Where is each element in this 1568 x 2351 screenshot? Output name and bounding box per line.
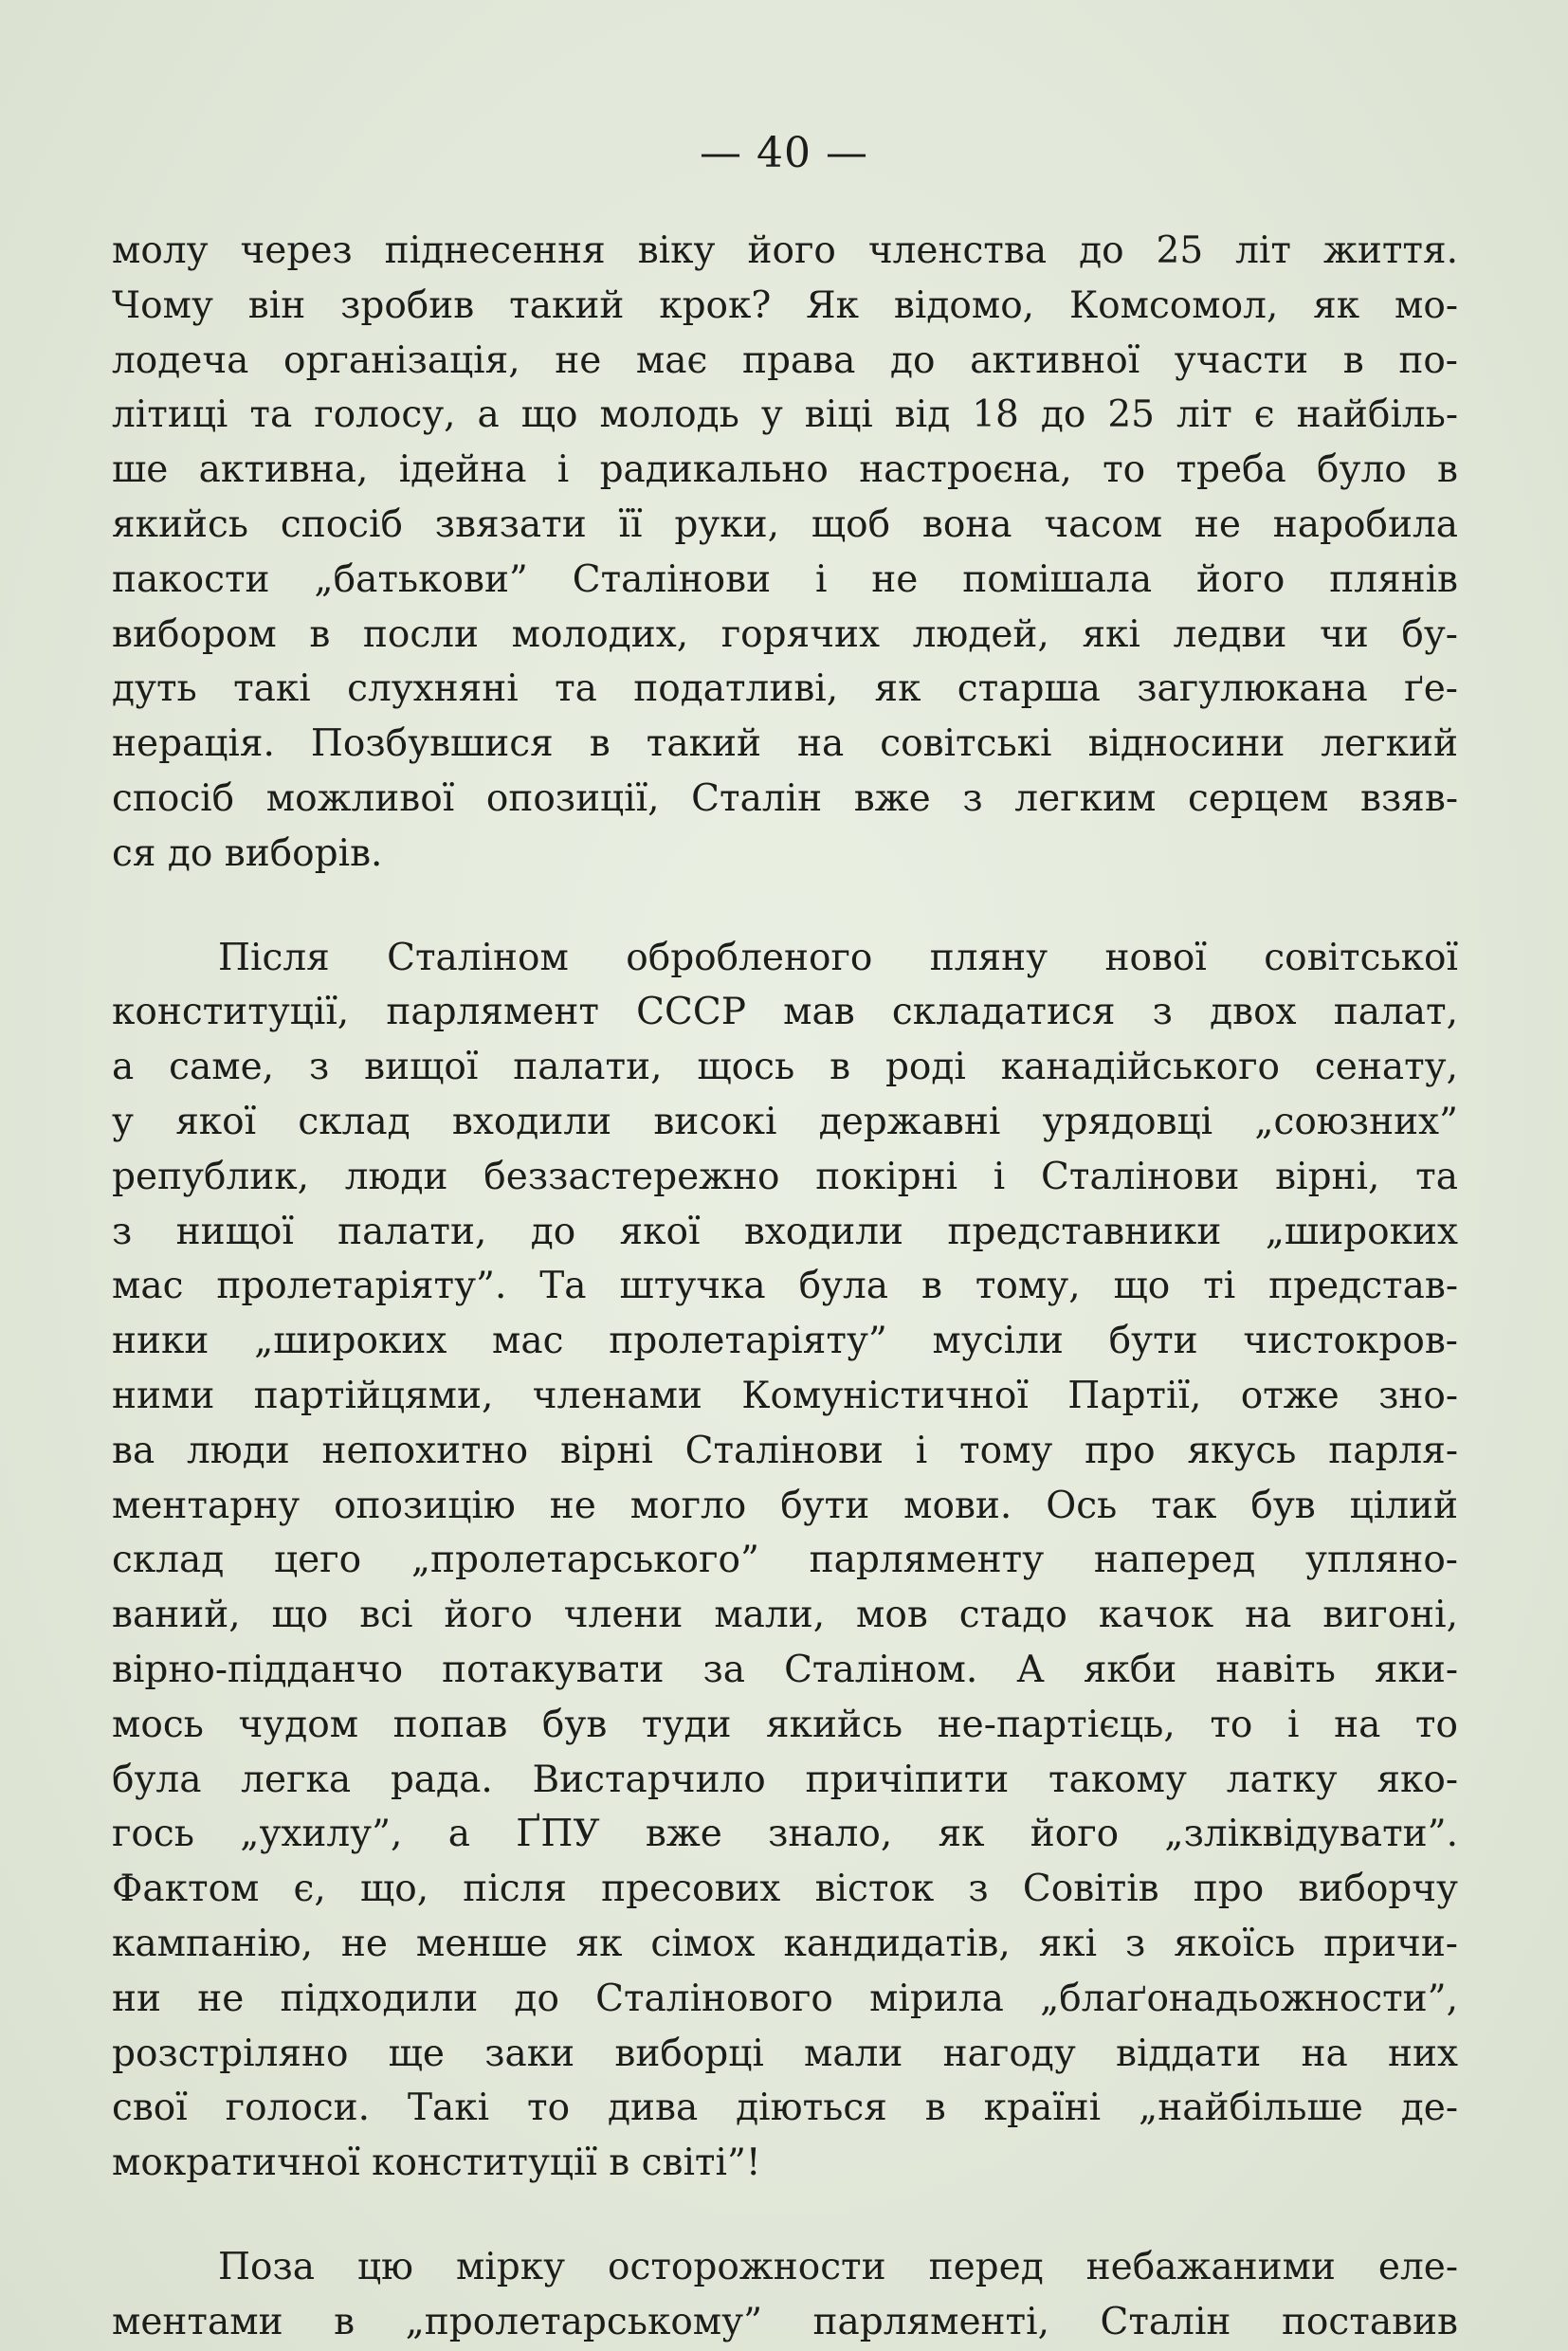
text-line: ни не підходили до Сталінового мірила „блаґонадьожности”, (112, 1977, 1458, 2020)
paragraph (112, 2240, 1458, 2350)
text-line: ники „широких мас пролетаріяту” мусіли бути чистокров- (112, 1320, 1458, 1363)
text-line: нерація. Позбувшися в такий на совітські відносини легкий (112, 722, 1458, 766)
text-line: конституції, парлямент СССР мав складатися з двох палат, (112, 991, 1458, 1034)
text-line: ва люди непохитно вірні Сталінови і тому про якусь парля- (112, 1429, 1458, 1472)
text-line: молу через піднесення віку його членства до 25 літ життя. (112, 229, 1458, 272)
text-line: літиці та голосу, а що молодь у віці від 18 до 25 літ є найбіль- (112, 393, 1458, 437)
text-line: дуть такі слухняні та податливі, як старша загулюкана ґе- (112, 667, 1458, 711)
text-line: мось чудом попав був туди якийсь не-партієць, то і на то (112, 1703, 1458, 1746)
text-line: ними партійцями, членами Комуністичної Партії, отже зно- (112, 1374, 1458, 1417)
text-line: вірно-підданчо потакувати за Сталіном. А якби навіть яки- (112, 1648, 1458, 1691)
text-line: склад цего „пролетарського” парляменту наперед упляно- (112, 1539, 1458, 1582)
text-line: Фактом є, що, після пресових вісток з Совітів про виборчу (112, 1868, 1458, 1911)
page-number: — 40 — (700, 129, 868, 177)
paragraph (112, 224, 1458, 882)
paragraph (112, 931, 1458, 2191)
text-line: ментами в „пролетарському” парляменті, Сталін поставив (112, 2300, 1458, 2343)
text-line: свої голоси. Такі то дива діються в країні „найбільше де- (112, 2087, 1458, 2130)
text-line: гось „ухилу”, а ҐПУ вже знало, як його „зліквідувати”. (112, 1813, 1458, 1856)
text-line: мократичної конституції в світі”! (112, 2141, 761, 2185)
text-line: а саме, з вищої палати, щось в роді канадійського сенату, (112, 1046, 1458, 1089)
text-line: ся до виборів. (112, 831, 383, 875)
text-line: ше активна, ідейна і радикально настроєна, то треба було в (112, 448, 1458, 492)
text-line: з нищої палати, до якої входили представники „широких (112, 1210, 1458, 1253)
text-line: кампанію, не менше як сімох кандидатів, які з якоїсь причи- (112, 1922, 1458, 1965)
text-line: Чому він зробив такий крок? Як відомо, Комсомол, як мо- (112, 283, 1458, 327)
text-line: пакости „батькови” Сталінови і не помішала його плянів (112, 557, 1458, 601)
text-line: вибором в посли молодих, горячих людей, які ледви чи бу- (112, 612, 1458, 656)
text-line: у якої склад входили високі державні урядовці „союзних” (112, 1100, 1458, 1143)
text-line: Поза цю мірку осторожности перед небажаними еле- (218, 2245, 1458, 2288)
text-line: ментарну опозицію не могло бути мови. Ось так був цілий (112, 1484, 1458, 1527)
text-line: якийсь спосіб звязати її руки, щоб вона часом не наробила (112, 502, 1458, 546)
text-line: розстріляно ще заки виборці мали нагоду віддати на них (112, 2032, 1458, 2075)
text-line: була легка рада. Вистарчило причіпити такому латку яко- (112, 1758, 1458, 1801)
text-line: лодеча організація, не має права до активної участи в по- (112, 338, 1458, 382)
text-line: републик, люди беззастережно покірні і Сталінови вірні, та (112, 1155, 1458, 1198)
body-text (112, 224, 1458, 2349)
text-line: ваний, що всі його члени мали, мов стадо качок на вигоні, (112, 1594, 1458, 1637)
text-line: Після Сталіном обробленого пляну нової совітської (218, 936, 1458, 979)
text-line: мас пролетаріяту”. Та штучка була в тому, що ті представ- (112, 1265, 1458, 1308)
text-line: спосіб можливої опозиції, Сталін вже з легким серцем взяв- (112, 776, 1458, 820)
